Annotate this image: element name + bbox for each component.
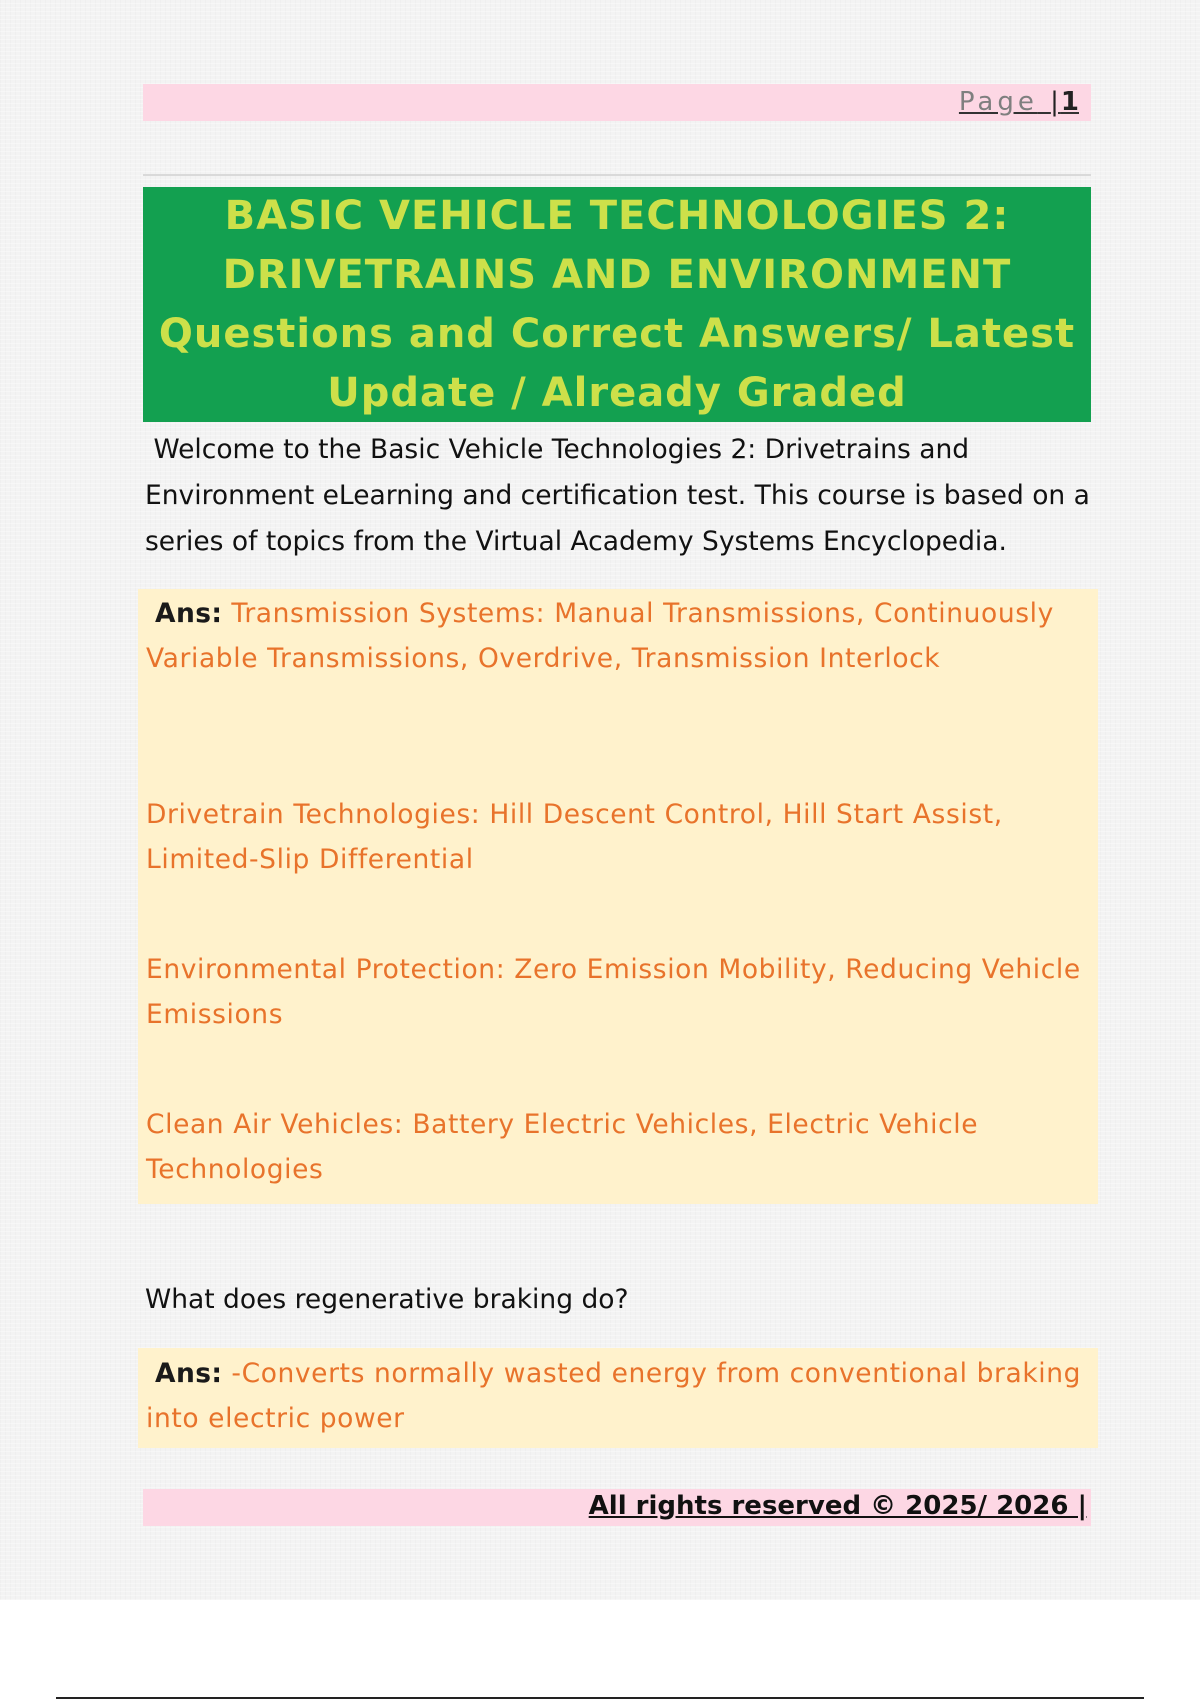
question-1: What does regenerative braking do?	[145, 1284, 629, 1315]
intro-text: Welcome to the Basic Vehicle Technologies 2: Drivetrains and Environment eLearning and certification test. This course is based on a series of topics from the Virtual Academy Systems Encyclopedia.	[145, 434, 1090, 557]
page-header-bar	[143, 84, 1091, 121]
header-divider	[143, 174, 1091, 176]
title-line-1: BASIC VEHICLE TECHNOLOGIES 2:	[224, 192, 1010, 239]
answer-1-text-1: Transmission Systems: Manual Transmissions, Continuously Variable Transmissions, Overdrive, Transmission Interlock	[146, 598, 1054, 674]
answer-2-paragraph	[146, 1351, 1090, 1441]
page-number-value: 1	[1060, 87, 1079, 117]
page-footer-bar	[143, 1489, 1091, 1526]
answer-2-label: Ans:	[155, 1358, 223, 1389]
page-number	[959, 87, 1079, 117]
answer-block-1	[138, 589, 1098, 1204]
answer-1-label: Ans:	[155, 598, 223, 629]
title-line-2: DRIVETRAINS AND ENVIRONMENT	[222, 251, 1012, 298]
answer-1-paragraph-3: Environmental Protection: Zero Emission Mobility, Reducing Vehicle Emissions	[146, 954, 1081, 1030]
title-banner	[143, 187, 1091, 422]
page-separator: |	[1050, 87, 1061, 117]
title-line-4: Update / Already Graded	[327, 369, 907, 416]
intro-paragraph	[145, 427, 1091, 565]
document-title	[159, 187, 1075, 423]
answer-block-2	[138, 1348, 1098, 1448]
copyright-text: All rights reserved © 2025/ 2026 |	[588, 1491, 1087, 1521]
title-line-3: Questions and Correct Answers/ Latest	[158, 310, 1076, 357]
bottom-divider	[56, 1697, 1144, 1699]
answer-1-paragraph-2: Drivetrain Technologies: Hill Descent Control, Hill Start Assist, Limited-Slip Differential	[146, 799, 1003, 875]
answer-1-paragraph-4: Clean Air Vehicles: Battery Electric Vehicles, Electric Vehicle Technologies	[146, 1109, 979, 1185]
page-label: Page	[958, 87, 1038, 117]
answer-1-paragraph-1	[146, 591, 1090, 681]
answer-2-text: -Converts normally wasted energy from conventional braking into electric power	[146, 1358, 1082, 1434]
